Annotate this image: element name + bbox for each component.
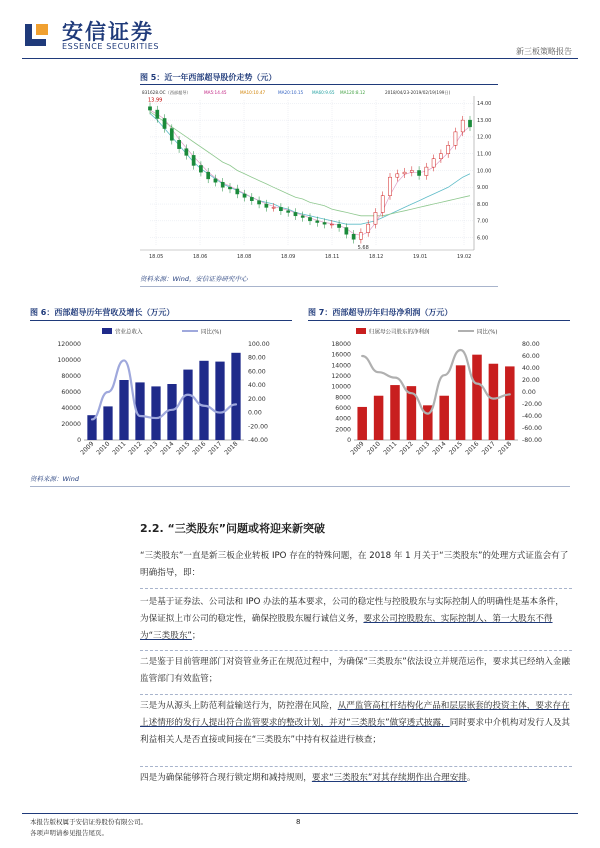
figure7-x-tick: 2018 [497, 440, 514, 457]
figure5-candle [294, 212, 297, 215]
figure7-yoy-line [362, 350, 510, 414]
figure5-caption: 图 5：近一年西部超导股价走势（元） [140, 73, 277, 82]
figure6-y-left-tick: 60000 [61, 389, 81, 396]
figure5-candle [265, 204, 268, 207]
figure5-y-tick: 13.00 [477, 117, 492, 124]
point-four-text: 四是为确保能够符合现行锁定期和减持规则， [140, 773, 312, 783]
figure7-legend-bar-label: 归属母公司股东的净利润 [369, 329, 430, 336]
point-three-emphasis: 从严监管高杠杆结构化产品和层层嵌套的投资主体，要求存在上述情形的发行人提出符合监管要求的整改计划，并对“三类股东”做穿透式披露， [140, 701, 570, 728]
figure5-legend-ma5: MA5:14.45 [204, 90, 227, 95]
figure6-bar [151, 386, 160, 440]
figure7-x-tick: 2017 [480, 440, 497, 457]
figure7-x-tick: 2015 [447, 440, 465, 457]
header-divider [22, 58, 578, 59]
figure7-x-tick: 2009 [349, 440, 366, 457]
figure7-y-right-tick: -40.00 [522, 413, 542, 420]
figure6-y-left-tick: 40000 [61, 405, 81, 412]
figure5-y-tick: 12.00 [477, 134, 492, 141]
figure5-legend-ma10: MA10:10.47 [240, 90, 266, 95]
figure6-legend-bar-label: 营业总收入 [115, 329, 143, 336]
figure7-legend-bar-swatch [356, 328, 366, 334]
figure5-candle [185, 149, 188, 156]
figure5-candle [163, 118, 166, 128]
figure6-bar [183, 370, 192, 440]
figure6-y-right-tick: 60.00 [248, 368, 266, 376]
figure5-stock-chart [140, 86, 500, 272]
intro-dashed-rule [140, 588, 572, 589]
figure6-x-tick: 2010 [95, 440, 112, 457]
figure5-y-tick: 6.00 [477, 235, 489, 242]
point-two-dashed-rule [140, 694, 572, 695]
figure7-y-right-tick: -20.00 [522, 401, 542, 408]
figure7-x-tick: 2010 [365, 440, 383, 457]
figure7-bar [505, 366, 515, 440]
figure6-y-right-tick: 20.00 [248, 395, 266, 403]
figure6-y-left-tick: 20000 [61, 421, 81, 428]
figure6-bar [103, 406, 112, 440]
section-intro-paragraph: “三类股东”一直是新三板企业转板 IPO 存在的特殊问题，在 2018 年 1 月关于“三类股东”的处理方式证监会有了明确指导，即： [140, 551, 569, 578]
figure5-candle [192, 155, 195, 165]
figure6-x-tick: 2015 [175, 440, 192, 457]
figure6-y-right-tick: 40.00 [248, 382, 266, 390]
figure7-y-left-tick: 4000 [335, 415, 351, 423]
figure5-candle [272, 207, 275, 208]
figure5-candle [352, 234, 355, 239]
figure7-y-left-tick: 10000 [331, 383, 351, 391]
figure6-y-right-tick: -20.00 [248, 423, 268, 431]
figure6-y-left-tick: 0 [77, 437, 81, 444]
figure6-source: 资料来源：Wind [30, 475, 79, 483]
figure5-y-tick: 7.00 [477, 218, 489, 225]
page-number: 8 [296, 818, 301, 826]
figure5-candle [243, 194, 246, 197]
figure5-legend-range: 2018/04/23-2019/02/19(199日) [385, 90, 451, 95]
figure7-y-left-tick: 0 [347, 437, 351, 444]
figure7-bar [489, 364, 499, 440]
figure5-candle [170, 129, 173, 141]
figure6-x-tick: 2016 [191, 440, 208, 457]
figure5-candle [330, 224, 333, 225]
figure5-low-label: 5.68 [357, 244, 369, 251]
footer-copyright: 本报告版权属于安信证券股份有限公司。 [30, 818, 147, 826]
figure5-candle [316, 221, 319, 223]
company-logo-icon [22, 20, 52, 50]
figure7-bar [456, 365, 466, 440]
figure6-x-tick: 2011 [111, 440, 128, 457]
figure5-candle [207, 172, 210, 179]
figure6-bar [231, 353, 240, 440]
figure6-legend-line-label: 同比(%) [201, 329, 222, 336]
section-title: 2.2. “三类股东”问题或将迎来新突破 [140, 522, 325, 535]
figure5-candle [439, 154, 442, 159]
figure7-x-tick: 2012 [398, 440, 415, 457]
figure6-caption-rule [30, 320, 292, 321]
figure5-x-tick: 18.12 [369, 254, 384, 260]
figure6-x-tick: 2018 [223, 440, 240, 457]
figure7-y-left-tick: 16000 [331, 351, 351, 359]
figure5-candle [214, 179, 217, 182]
figure5-y-tick: 10.00 [477, 168, 492, 175]
figure5-x-tick: 19.01 [413, 254, 428, 260]
figure7-bar [357, 407, 367, 440]
figure5-candle [367, 224, 370, 232]
figure7-net-profit-chart [308, 322, 570, 470]
figure5-y-tick: 14.00 [477, 101, 492, 108]
figure5-candle [199, 165, 202, 172]
report-type-label: 新三板策略报告 [516, 47, 572, 56]
figure6-legend-bar-swatch [102, 328, 112, 334]
figure7-y-right-tick: 60.00 [522, 353, 540, 360]
figure7-y-left-tick: 6000 [335, 405, 351, 412]
figure5-candle [417, 170, 420, 175]
figure5-source: 资料来源：Wind，安信证券研究中心 [140, 275, 248, 283]
footer-disclaimer: 各项声明请参见报告尾页。 [30, 829, 108, 837]
figure6-x-tick: 2013 [143, 440, 160, 457]
figure5-candle [359, 233, 362, 240]
figure6-yoy-line [92, 360, 236, 419]
figure6-bar [215, 362, 224, 440]
figure6-revenue-chart [30, 322, 292, 470]
figure6-bar [199, 361, 208, 440]
figure5-candle [345, 228, 348, 235]
figure7-y-left-tick: 8000 [335, 394, 351, 402]
figure5-candle [156, 110, 159, 118]
figure6-y-left-tick: 100000 [57, 357, 81, 364]
logo-english-name: ESSENCE SECURITIES [62, 42, 160, 51]
figure7-y-right-tick: 20.00 [522, 377, 540, 384]
figure5-bottom-rule [140, 286, 498, 287]
figure5-candle [177, 140, 180, 148]
figure7-caption-rule [308, 320, 570, 321]
figure5-candle [323, 223, 326, 225]
figure5-candle [287, 211, 290, 213]
figure6-y-right-tick: 0.00 [248, 409, 262, 417]
figure5-x-tick: 19.02 [457, 254, 472, 260]
figure7-y-right-tick: -60.00 [522, 425, 542, 432]
figure6-bar [167, 384, 176, 440]
figure6-y-right-tick: 80.00 [248, 354, 266, 362]
figure7-x-tick: 2011 [382, 440, 399, 457]
figure7-x-tick: 2016 [464, 440, 481, 457]
point-two-paragraph: 二是鉴于目前管理部门对资管业务正在规范过程中，为确保“三类股东”依法设立并规范运作，要求其已经纳入金融监管部门有效监管； [140, 657, 571, 684]
figure5-candle [236, 189, 239, 194]
figure5-candle [454, 132, 457, 145]
figure6-y-right-tick: 100.00 [248, 341, 270, 348]
figure6-y-left-tick: 120000 [57, 341, 81, 348]
figure5-legend-stock: 831628.OC（西部超导） [142, 90, 191, 95]
figure5-candle [279, 207, 282, 210]
figure5-y-tick: 9.00 [477, 185, 489, 192]
figure6-caption: 图 6：西部超导历年营收及增长（万元） [30, 308, 175, 317]
figure7-y-right-tick: 40.00 [522, 365, 540, 372]
figure5-x-tick: 18.09 [281, 254, 296, 260]
figure5-candle [410, 170, 413, 172]
figure7-x-tick: 2014 [431, 440, 448, 457]
figure5-y-tick: 8.00 [477, 201, 489, 208]
figure5-candle [396, 174, 399, 177]
point-four-emphasis: 要求“三类股东”对其存续期作出合理安排 [311, 773, 467, 783]
figure5-x-tick: 18.05 [149, 254, 164, 260]
figure5-x-tick: 18.08 [237, 254, 252, 260]
figure5-legend-ma60: MA60:9.65 [312, 90, 335, 95]
figure6-x-tick: 2009 [79, 440, 96, 457]
figure7-y-left-tick: 2000 [335, 426, 351, 434]
figure6-y-right-tick: -40.00 [248, 437, 268, 444]
point-three-text: 三是为从源头上防范利益输送行为，防控潜在风险， [140, 701, 338, 711]
figure6-x-tick: 2014 [159, 440, 176, 457]
figure7-bar [390, 385, 400, 440]
figure5-candle [374, 212, 377, 224]
figure7-legend-line-label: 同比(%) [477, 329, 498, 336]
figure7-y-left-tick: 14000 [331, 362, 351, 370]
point-one-text: 一是基于证券法、公司法和 IPO 办法的基本要求，公司的稳定性与控股股东与实际控制人的明确性是基本条件，为保证拟上市公司的稳定性，确保控股股东履行诚信义务， [140, 597, 564, 624]
point-three-end: 同时要求中介机构对发行人及其利益相关人是否直接或间接在“三类股东”中持有权益进行核查； [140, 718, 571, 745]
figure6-bar [119, 380, 128, 440]
figure5-candle [461, 120, 464, 132]
figure5-legend-ma120: MA120:8.12 [340, 90, 366, 95]
figure7-caption: 图 7：西部超导历年归母净利润（万元） [308, 308, 453, 317]
figure5-candle [257, 201, 260, 204]
figure5-candle [403, 172, 406, 174]
figure5-candle [468, 120, 471, 127]
figure5-candle [388, 177, 391, 195]
figure5-caption-rule [140, 84, 498, 85]
point-one-dashed-rule [140, 650, 572, 651]
point-three-dashed-rule [140, 766, 572, 767]
logo-chinese-name: 安信证券 [62, 20, 154, 44]
figure5-candle [337, 224, 340, 227]
point-four-paragraph [140, 770, 570, 787]
point-one-paragraph [140, 594, 570, 645]
figure7-y-right-tick: -80.00 [522, 437, 542, 444]
figure5-candle [301, 216, 304, 218]
figure5-candle [447, 145, 450, 153]
figure5-legend [142, 89, 451, 96]
figure7-y-left-tick: 12000 [331, 373, 351, 380]
figure5-candle [381, 196, 384, 213]
point-four-end: 。 [466, 773, 476, 783]
point-three-paragraph [140, 698, 570, 749]
figure6-x-tick: 2017 [207, 440, 224, 457]
figure5-high-label: 13.99 [148, 97, 163, 104]
figure5-y-tick: 11.00 [477, 151, 492, 158]
figure7-bar [472, 355, 482, 440]
figure7-bar [439, 396, 449, 440]
figure5-candle [221, 182, 224, 187]
figure5-candle [308, 217, 311, 220]
figures-bottom-rule [30, 486, 570, 487]
figure5-candle [425, 167, 428, 175]
figure5-candle [432, 159, 435, 167]
figure6-x-tick: 2012 [127, 440, 144, 457]
figure5-candle [250, 197, 253, 200]
figure6-legend [102, 328, 222, 336]
figure5-legend-ma20: MA20:10.15 [278, 90, 304, 95]
figure7-x-tick: 2013 [415, 440, 432, 457]
figure5-x-tick: 18.06 [193, 254, 208, 260]
figure7-y-right-tick: 80.00 [522, 341, 540, 348]
figure5-candle [148, 107, 151, 110]
figure7-y-right-tick: 0.00 [522, 389, 536, 396]
point-one-end: ； [191, 631, 201, 641]
figure7-legend [356, 328, 498, 336]
point-one-emphasis: 要求公司控股股东、实际控制人、第一大股东不得为“三类股东” [140, 614, 553, 641]
figure5-candle [228, 187, 231, 189]
figure7-bar [374, 396, 384, 440]
figure6-y-left-tick: 80000 [61, 373, 81, 380]
figure7-y-left-tick: 18000 [331, 341, 351, 348]
footer-divider [22, 813, 578, 814]
figure5-x-tick: 18.11 [325, 254, 340, 260]
